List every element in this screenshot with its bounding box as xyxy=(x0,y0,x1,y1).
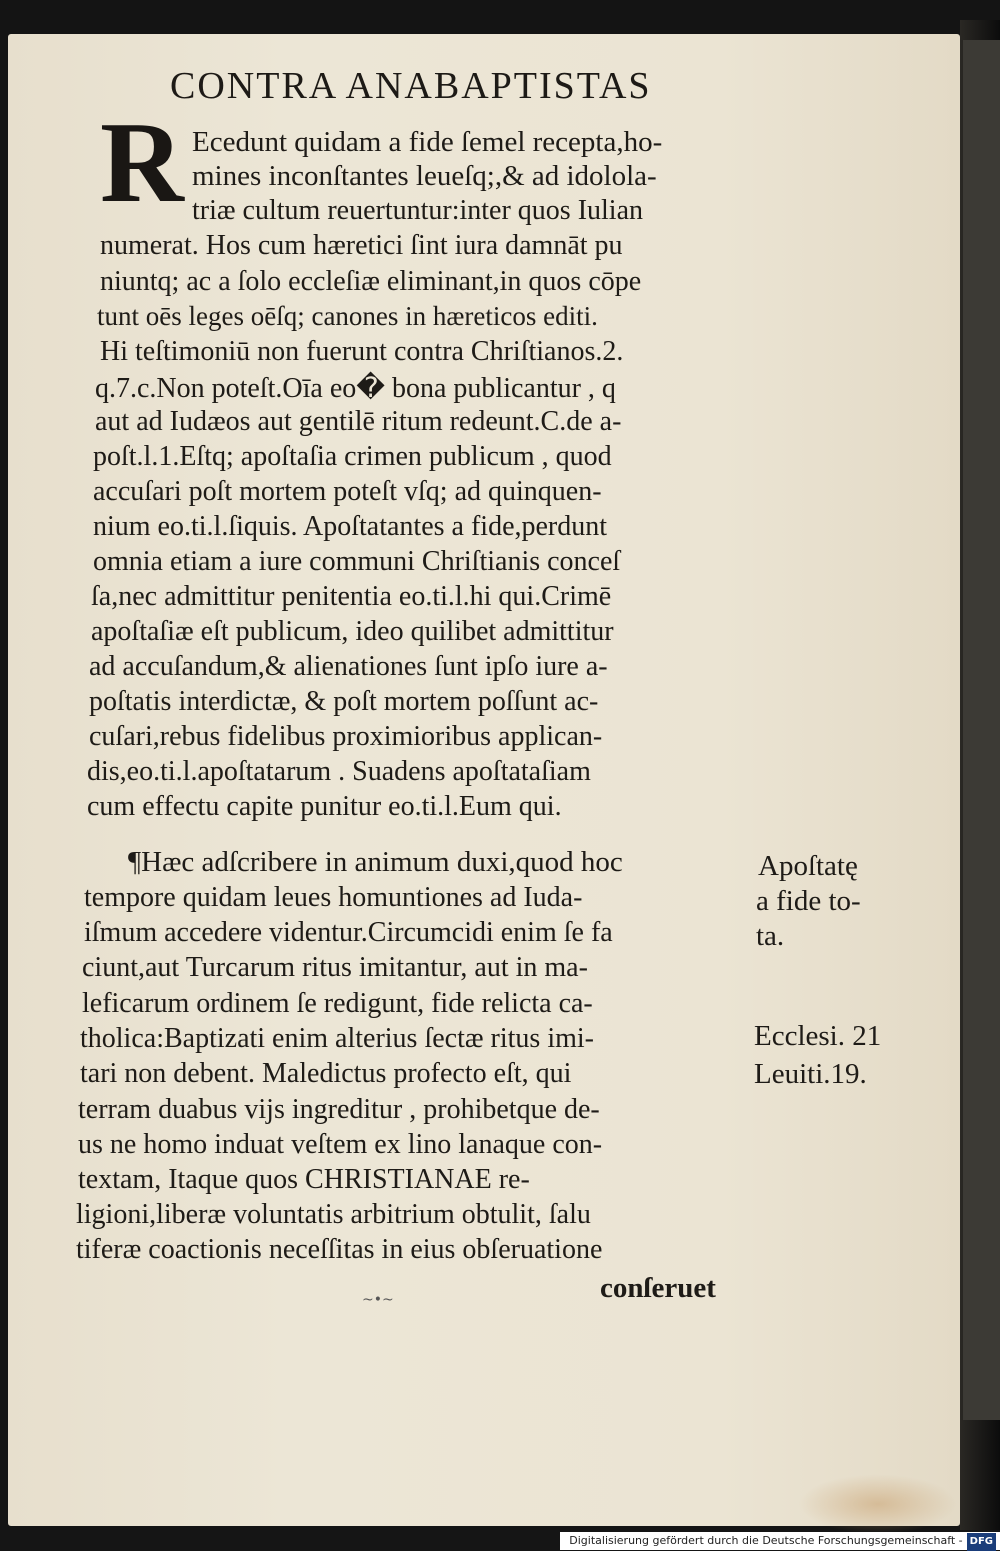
margin-note: Apoſtatę xyxy=(758,850,858,882)
printer-ornament: ~•~ xyxy=(362,1292,394,1308)
text-line: ſa,nec admittitur penitentia eo.ti.l.hi qui.Crimē xyxy=(91,581,612,612)
margin-note: a fide to- xyxy=(756,885,861,917)
text-line: aut ad Iudæos aut gentilē ritum redeunt.C.de a- xyxy=(95,406,622,437)
text-line: accuſari poſt mortem poteſt vſq; ad quinquen- xyxy=(93,476,602,507)
catchword: conſeruet xyxy=(600,1272,716,1304)
text-line: omnia etiam a iure communi Chriſtianis conceſ xyxy=(93,546,621,577)
text-line: Ecedunt quidam a fide ſemel recepta,ho- xyxy=(192,126,663,158)
text-line: tiferæ coactionis neceſſitas in eius obſeruatione xyxy=(76,1234,603,1265)
text-line: terram duabus vijs ingreditur , prohibetque de- xyxy=(78,1094,600,1125)
text-line: tunt oēs leges oēſq; canones in hæreticos editi. xyxy=(97,301,598,331)
text-line: iſmum accedere videntur.Circumcidi enim ſe fa xyxy=(84,917,613,948)
text-line: tholica:Baptizati enim alterius ſectæ ritus imi- xyxy=(80,1023,594,1054)
drop-capital: R xyxy=(100,99,184,227)
text-line: ligioni,liberæ voluntatis arbitrium obtulit, ſalu xyxy=(76,1199,591,1230)
margin-note: Ecclesi. 21 xyxy=(754,1020,882,1052)
text-line: mines inconſtantes leueſq;,& ad idolola- xyxy=(192,160,657,192)
running-header: CONTRA ANABAPTISTAS xyxy=(170,65,652,107)
text-line: us ne homo induat veſtem ex lino lanaque con- xyxy=(78,1129,603,1160)
text-line: ciunt,aut Turcarum ritus imitantur, aut in ma- xyxy=(82,952,588,983)
text-line: poſtatis interdictæ, & poſt mortem poſſunt ac- xyxy=(89,686,599,717)
text-line: numerat. Hos cum hæretici ſint iura damnāt pu xyxy=(100,230,623,261)
text-line: niuntq; ac a ſolo eccleſiæ eliminant,in quos cōpe xyxy=(100,266,642,297)
text-line: textam, Itaque quos CHRISTIANAE re- xyxy=(78,1164,530,1195)
text-line: leficarum ordinem ſe redigunt, fide relicta ca- xyxy=(82,988,593,1019)
credit-text: Digitalisierung gefördert durch die Deutsche Forschungsgemeinschaft - xyxy=(569,1534,963,1547)
text-line: tari non debent. Maledictus profecto eſt, qui xyxy=(80,1058,572,1089)
dfg-logo: DFG xyxy=(967,1533,996,1551)
text-line: ad accuſandum,& alienationes ſunt ipſo iure a- xyxy=(89,651,608,682)
text-line: apoſtaſiæ eſt publicum, ideo quilibet admittitur xyxy=(91,616,614,647)
text-line: cuſari,rebus fidelibus proximioribus applican- xyxy=(89,721,603,752)
margin-note: ta. xyxy=(756,920,785,952)
text-line: cum effectu capite punitur eo.ti.l.Eum qui. xyxy=(87,791,562,822)
text-line: poſt.l.1.Eſtq; apoſtaſia crimen publicum , quod xyxy=(93,441,612,472)
page-stain xyxy=(798,1474,958,1534)
text-line: triæ cultum reuertuntur:inter quos Iulian xyxy=(192,195,644,226)
margin-note: Leuiti.19. xyxy=(754,1058,867,1090)
adjacent-page-edge xyxy=(963,40,1000,1420)
text-line: Hi teſtimoniū non fuerunt contra Chriſtianos.2. xyxy=(100,336,624,367)
text-line: tempore quidam leues homuntiones ad Iuda- xyxy=(84,882,583,913)
text-line: dis,eo.ti.l.apoſtatarum . Suadens apoſtataſiam xyxy=(87,756,591,787)
text-line: ¶Hæc adſcribere in animum duxi,quod hoc xyxy=(128,846,623,878)
text-line: nium eo.ti.l.ſiquis. Apoſtatantes a fide,perdunt xyxy=(93,511,608,542)
text-line: q.7.c.Non poteſt.Oīa eo� bona publicantur , q xyxy=(95,373,616,404)
digitization-credit xyxy=(560,1532,1000,1550)
